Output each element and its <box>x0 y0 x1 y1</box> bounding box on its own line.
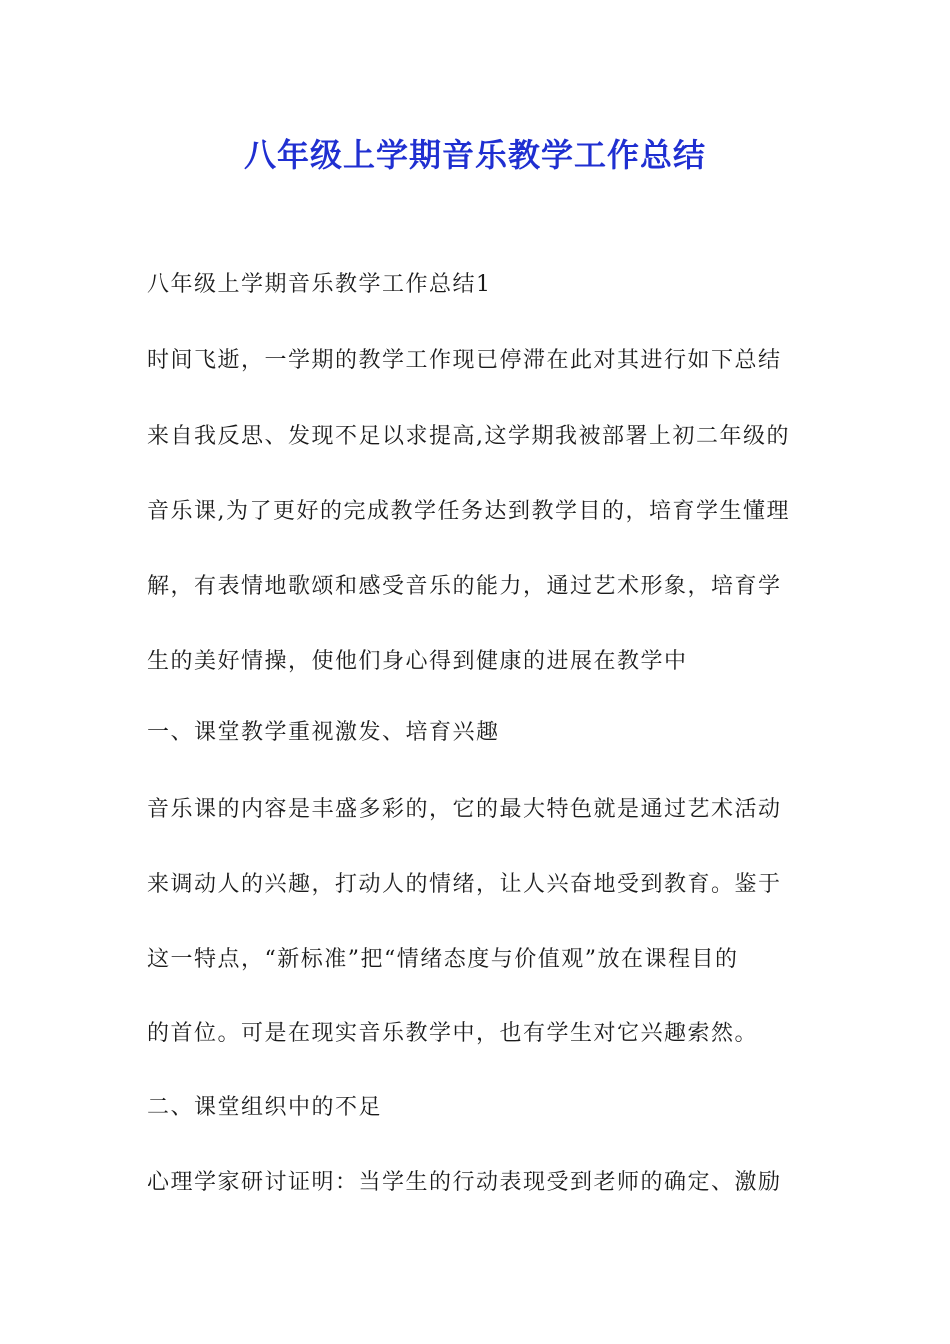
paragraph-line: 来调动人的兴趣，打动人的情绪，让人兴奋地受到教育。鉴于 <box>147 872 782 897</box>
paragraph-line: 心理学家研讨证明：当学生的行动表现受到老师的确定、激励 <box>147 1170 782 1195</box>
paragraph-line: 解，有表情地歌颂和感受音乐的能力，通过艺术形象，培育学 <box>147 574 782 599</box>
paragraph-line: 音乐课,为了更好的完成教学任务达到教学目的，培育学生懂理 <box>147 499 790 524</box>
paragraph-line: 生的美好情操，使他们身心得到健康的进展在教学中 <box>147 649 688 674</box>
paragraph-line: 时间飞逝，一学期的教学工作现已停滞在此对其进行如下总结 <box>147 348 782 373</box>
paragraph-line: 音乐课的内容是丰盛多彩的，它的最大特色就是通过艺术活动 <box>147 797 782 822</box>
paragraph-line: 这一特点，“新标准”把“情绪态度与价值观”放在课程目的 <box>147 947 739 972</box>
section-heading-1: 八年级上学期音乐教学工作总结1 <box>147 272 492 297</box>
document-title: 八年级上学期音乐教学工作总结 <box>243 136 706 174</box>
paragraph-line: 来自我反思、发现不足以求提高,这学期我被部署上初二年级的 <box>147 424 790 449</box>
subsection-heading-2: 二、课堂组织中的不足 <box>147 1095 383 1120</box>
paragraph-line: 的首位。可是在现实音乐教学中，也有学生对它兴趣索然。 <box>147 1021 759 1046</box>
subsection-heading-1: 一、课堂教学重视激发、培育兴趣 <box>147 720 500 745</box>
